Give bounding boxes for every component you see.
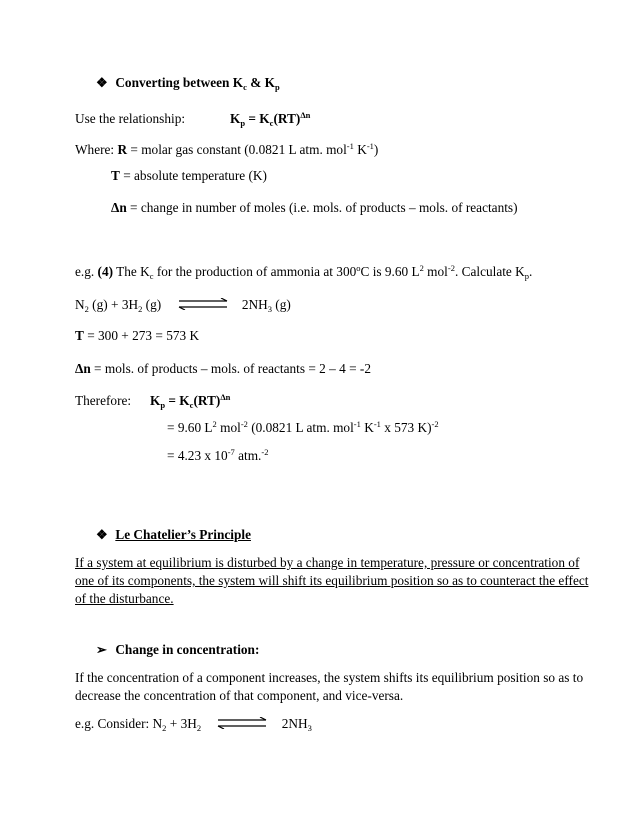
principle-line: If a system at equilibrium is disturbed by a change in temperature, pressure or concentration of — [75, 555, 580, 570]
principle-line: of the disturbance. — [75, 591, 174, 606]
diamond-bullet-icon: ❖ — [96, 75, 108, 90]
consider-equation: e.g. Consider: $N_2 + 3H_2$ $2NH_3$ — [75, 716, 312, 733]
equilibrium-arrows-icon — [216, 717, 268, 733]
kp-kc-formula: $K_p = K_c(RT)^{\Delta n}$ — [230, 110, 311, 128]
calculation-step-2: = 4.23 x $10^{-7}$ atm.$^{-2}$ — [167, 447, 269, 463]
subsection-heading-concentration: ➢ Change in concentration: — [96, 642, 260, 657]
diamond-bullet-icon: ❖ — [96, 527, 108, 542]
therefore-label: Therefore: — [75, 393, 132, 408]
section-heading-kc-kp: ❖ Converting between $K_c$ & $K_p$ — [96, 75, 280, 92]
concentration-line: If the concentration of a component increases, the system shifts its equilibrium position so as to — [75, 670, 584, 685]
calculation-step-1: = 9.60 $L^2$ mol$^{-2}$ (0.0821 L atm. mol$^{-1}$ $K^{-1}$ x 573 K)$^{-2}$ — [167, 419, 439, 435]
t-definition: T = absolute temperature (K) — [111, 168, 267, 183]
relationship-label: Use the relationship: — [75, 111, 186, 126]
delta-n-calculation: Δn = mols. of products – mols. of reactants = 2 – 4 = -2 — [75, 361, 372, 376]
concentration-line: decrease the concentration of that component, and vice-versa. — [75, 688, 404, 703]
relationship-line — [75, 111, 185, 127]
delta-n-definition: Δn = change in number of moles (i.e. mols. of products – mols. of reactants) — [111, 200, 518, 215]
principle-line: one of its components, the system will shift its equilibrium position so as to counteract the effect — [75, 573, 589, 588]
example-4-intro: e.g. (4) The $K_c$ for the production of ammonia at 300$^o$C is 9.60 $L^2$ mol$^{-2}$. Calculate $K_p$. — [75, 263, 533, 281]
where-r-definition: Where: R = molar gas constant (0.0821 L atm. mol$^{-1}$ $K^{-1}$) — [75, 141, 379, 157]
section-heading-le-chatelier: ❖ Le Chatelier’s Principle — [96, 527, 251, 542]
equilibrium-arrows-icon — [177, 298, 229, 314]
ammonia-equation: $N_2$ $(g) + 3H_2$ (g) $2NH_3$ (g) — [75, 297, 291, 314]
arrow-bullet-icon: ➢ — [96, 642, 107, 657]
therefore-formula: $K_p = K_c(RT)^{\Delta n}$ — [150, 392, 231, 410]
t-calculation: T = 300 + 273 = 573 K — [75, 328, 200, 343]
